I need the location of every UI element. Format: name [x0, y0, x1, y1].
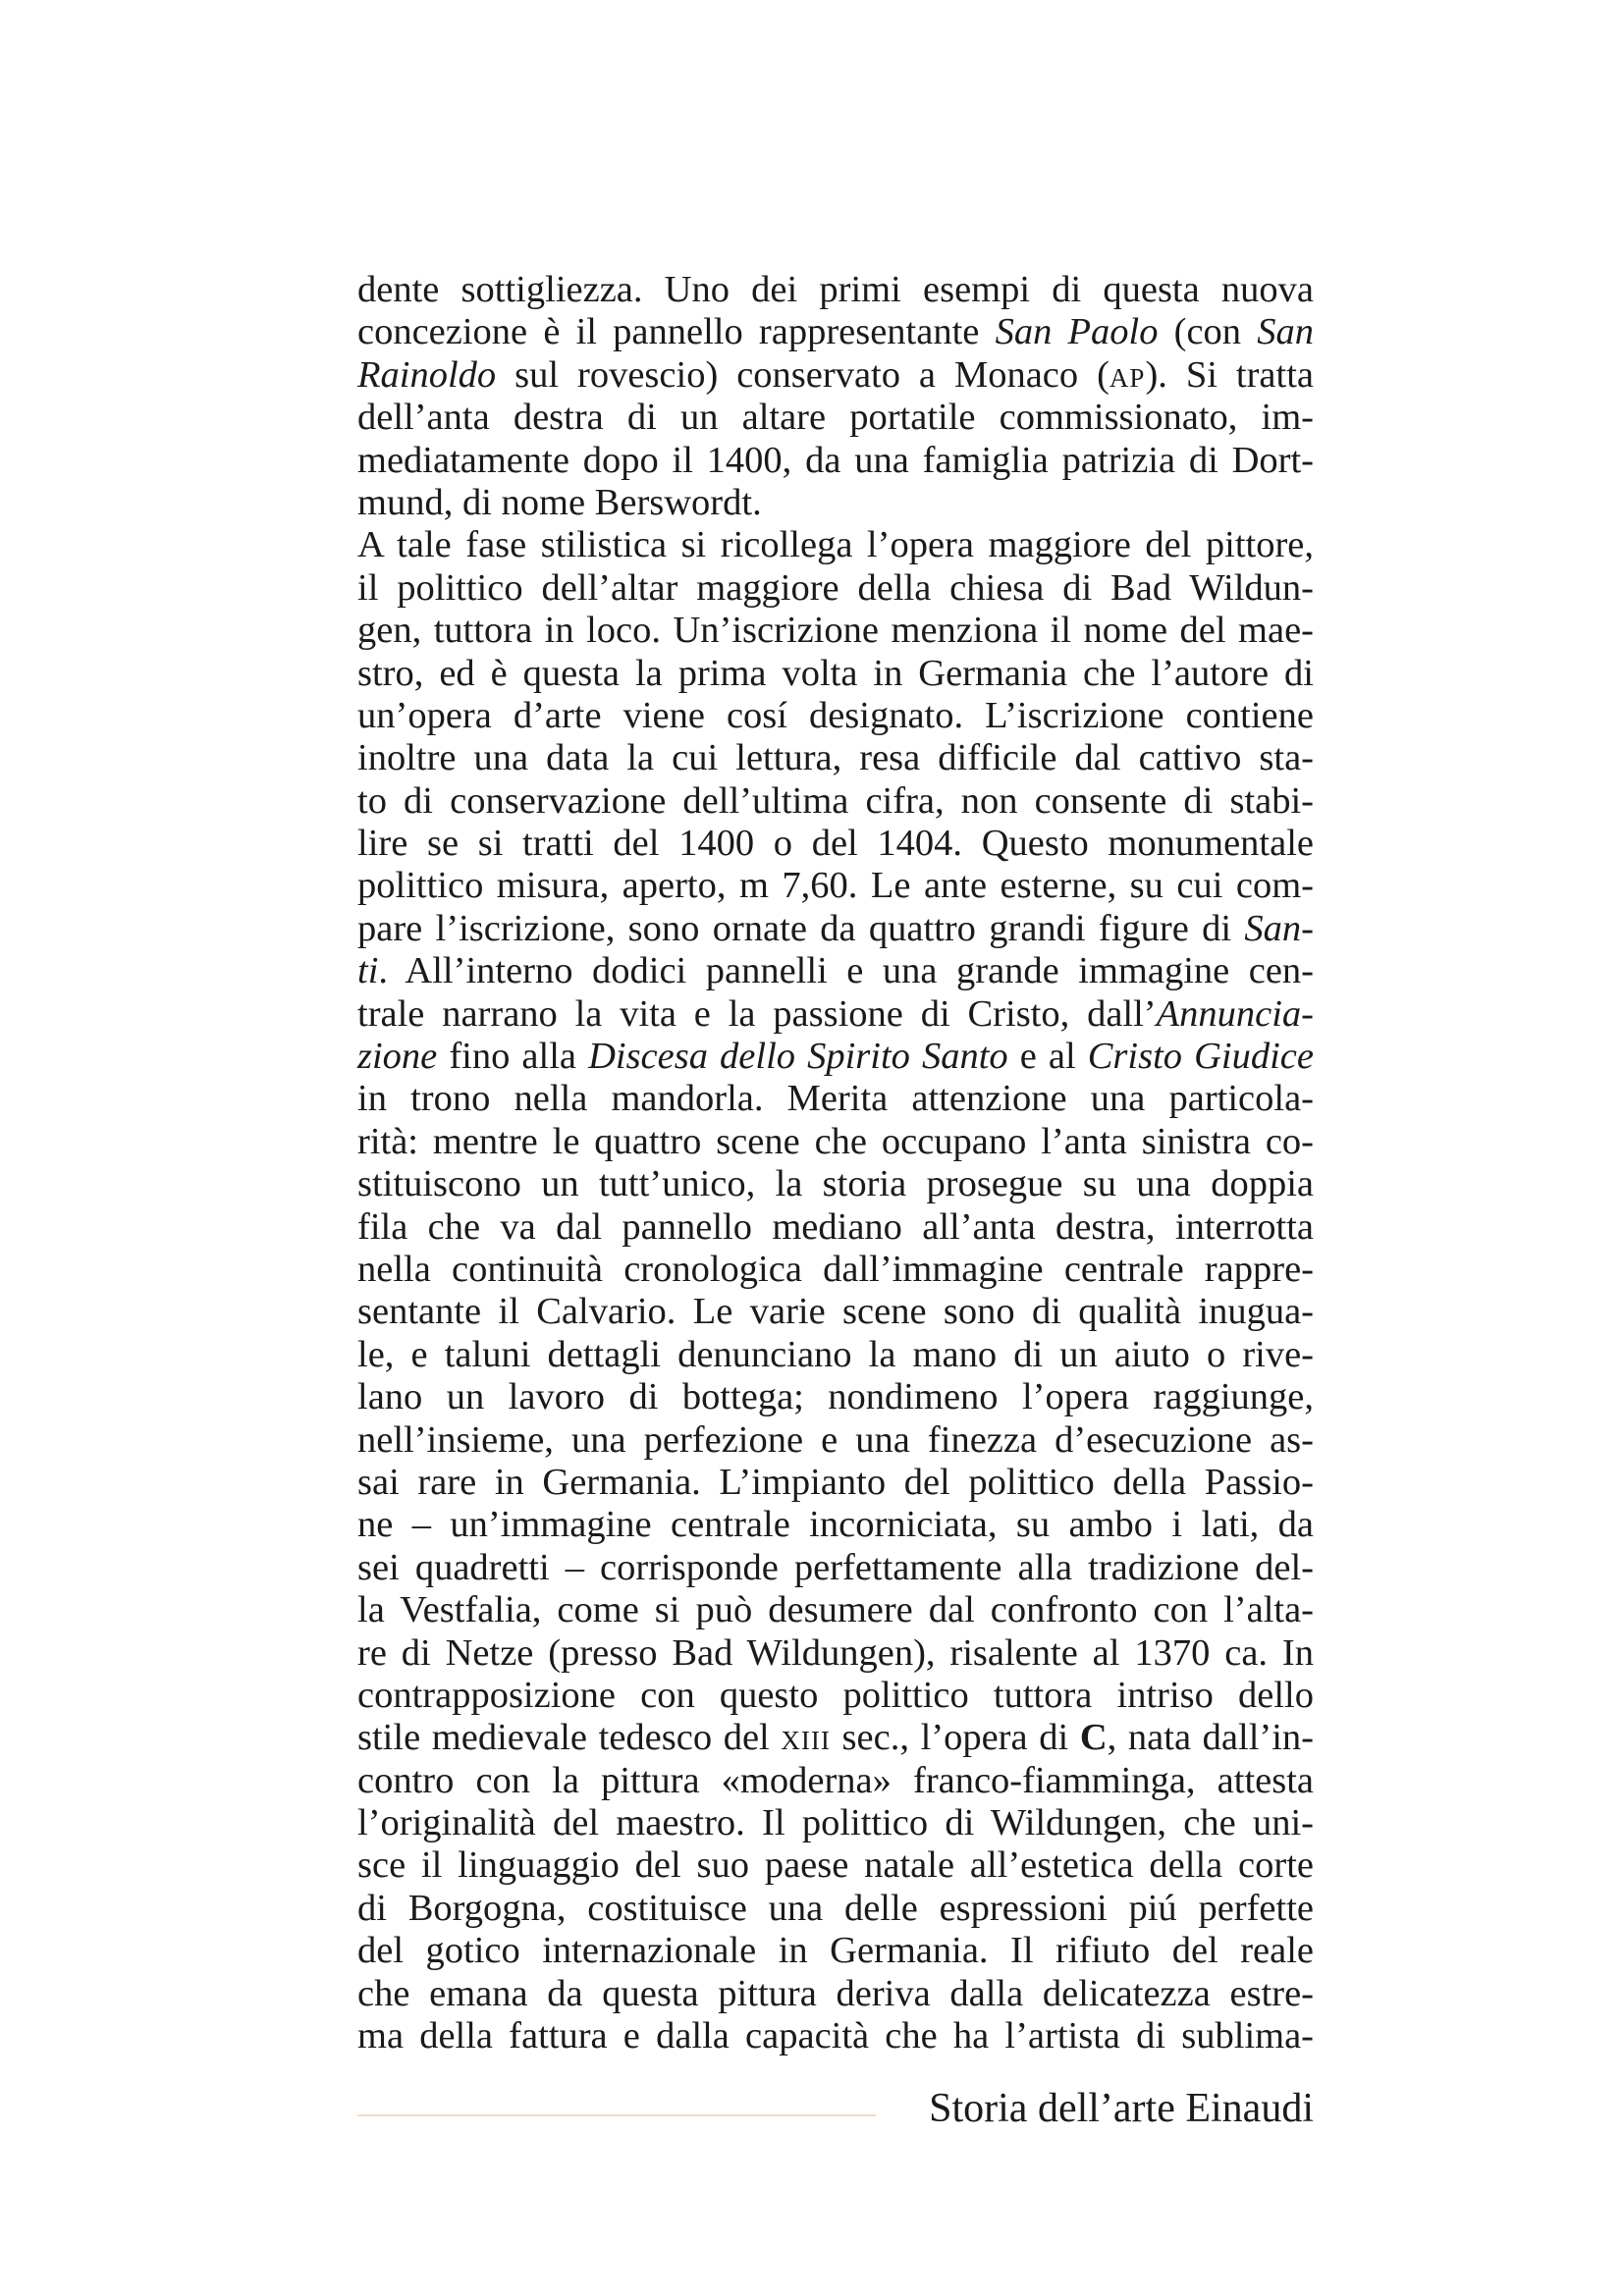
text-line: [357, 1206, 1314, 1249]
text-line: [357, 1504, 1314, 1546]
text-line: [357, 908, 1314, 950]
text-run: lano un lavoro di bottega; nondimeno l’opera raggiunge,: [357, 1376, 1314, 1418]
text-run: sai rare in Germania. L’impianto del polittico della Passio-: [357, 1461, 1314, 1503]
text-line: [357, 1888, 1314, 1930]
text-line: [357, 1078, 1314, 1120]
text-run: un’opera d’arte viene cosí designato. L’iscrizione contiene: [357, 694, 1314, 736]
text-run: inoltre una data la cui lettura, resa difficile dal cattivo sta-: [357, 737, 1314, 779]
text-run: rità: mentre le quattro scene che occupano l’anta sinistra co-: [357, 1120, 1314, 1162]
text-run: di Borgogna, costituisce una delle espressioni piú perfette: [357, 1887, 1314, 1929]
text-run: la Vestfalia, come si può desumere dal confronto con l’alta-: [357, 1589, 1314, 1631]
text-line: [357, 1632, 1314, 1675]
text-run: sentante il Calvario. Le varie scene sono di qualità inugua-: [357, 1291, 1314, 1333]
text-run: l’originalità del maestro. Il polittico di Wildungen, che uni-: [357, 1802, 1314, 1844]
text-line: [357, 567, 1314, 610]
page-footer: [357, 2079, 1314, 2138]
text-run: sec., l’opera di: [830, 1717, 1080, 1759]
text-run: nell’insieme, una perfezione e una finezza d’esecuzione as-: [357, 1418, 1314, 1461]
text-run: fino alla: [437, 1036, 589, 1078]
text-run: stile medievale tedesco del: [357, 1717, 782, 1759]
text-run: San: [1257, 311, 1314, 353]
text-run: xiii: [781, 1717, 831, 1759]
text-run: Annuncia-: [1156, 992, 1314, 1035]
text-line: [357, 1163, 1314, 1205]
text-line: [357, 610, 1314, 652]
text-run: nella continuità cronologica dall’immagine centrale rappre-: [357, 1248, 1314, 1290]
text-run: e al: [1007, 1036, 1088, 1078]
text-line: [357, 993, 1314, 1036]
text-run: sei quadretti – corrisponde perfettamente alla tradizione del-: [357, 1546, 1314, 1588]
text-run: San Paolo: [995, 311, 1159, 353]
text-run: re di Netze (presso Bad Wildungen), risalente al 1370 ca. In: [357, 1631, 1314, 1674]
text-run: il polittico dell’altar maggiore della chiesa di Bad Wildun-: [357, 566, 1314, 609]
text-line: [357, 1760, 1314, 1802]
text-line: [357, 440, 1314, 482]
body-text: [357, 269, 1314, 2057]
text-line: [357, 482, 1314, 524]
text-line: [357, 524, 1314, 566]
text-run: sce il linguaggio del suo paese natale all’estetica della corte: [357, 1844, 1314, 1887]
text-run: trale narrano la vita e la passione di Cristo, dall’: [357, 992, 1157, 1035]
text-run: lire se si tratti del 1400 o del 1404. Questo monumentale: [357, 823, 1314, 865]
text-line: [357, 1376, 1314, 1418]
text-line: [357, 1717, 1314, 1759]
text-line: [357, 1802, 1314, 1844]
text-line: [357, 737, 1314, 779]
text-run: , nata dall’in-: [1107, 1717, 1314, 1759]
text-run: che emana da questa pittura deriva dalla delicatezza estre-: [357, 1972, 1314, 2014]
text-run: to di conservazione dell’ultima cifra, non consente di stabi-: [357, 779, 1314, 822]
text-run: stro, ed è questa la prima volta in Germania che l’autore di: [357, 652, 1314, 694]
text-run: ti: [357, 950, 379, 992]
text-run: polittico misura, aperto, m 7,60. Le ante esterne, su cui com-: [357, 865, 1314, 907]
text-line: [357, 695, 1314, 737]
text-run: Rainoldo: [357, 353, 497, 396]
text-run: ne – un’immagine centrale incorniciata, su ambo i lati, da: [357, 1504, 1314, 1546]
text-line: [357, 1462, 1314, 1504]
text-line: [357, 397, 1314, 439]
text-run: . All’interno dodici pannelli e una grande immagine cen-: [378, 950, 1314, 992]
footer-rule: [357, 2114, 876, 2116]
text-run: mund, di nome Berswordt.: [357, 481, 762, 523]
text-line: [357, 311, 1314, 353]
text-line: [357, 780, 1314, 823]
text-line: [357, 950, 1314, 992]
text-line: [357, 1930, 1314, 1972]
footer-title: Storia dell’arte Einaudi: [929, 2086, 1314, 2131]
text-run: contrapposizione con questo polittico tuttora intriso dello: [357, 1674, 1314, 1716]
text-run: ap: [1109, 353, 1146, 396]
text-line: [357, 1675, 1314, 1717]
text-run: gen, tuttora in loco. Un’iscrizione menziona il nome del mae-: [357, 610, 1314, 652]
text-line: [357, 1589, 1314, 1631]
text-run: contro con la pittura «moderna» franco-fiamminga, attesta: [357, 1759, 1314, 1801]
text-run: A tale fase stilistica si ricollega l’opera maggiore del pittore,: [357, 524, 1314, 566]
text-line: [357, 269, 1314, 311]
text-run: ). Si tratta: [1145, 353, 1314, 396]
text-run: (con: [1158, 311, 1258, 353]
text-run: sul rovescio) conservato a Monaco (: [496, 353, 1109, 396]
text-line: [357, 1291, 1314, 1333]
text-run: Cristo Giudice: [1087, 1036, 1314, 1078]
text-run: zione: [357, 1036, 438, 1078]
text-run: concezione è il pannello rappresentante: [357, 311, 996, 353]
text-run: del gotico internazionale in Germania. Il rifiuto del reale: [357, 1930, 1314, 1972]
text-line: [357, 1419, 1314, 1462]
text-line: [357, 823, 1314, 865]
text-line: [357, 865, 1314, 907]
text-run: fila che va dal pannello mediano all’anta destra, interrotta: [357, 1205, 1314, 1248]
text-line: [357, 1844, 1314, 1887]
text-line: [357, 1334, 1314, 1376]
text-run: in trono nella mandorla. Merita attenzione una particola-: [357, 1078, 1314, 1120]
text-run: C: [1079, 1717, 1108, 1759]
text-line: [357, 1973, 1314, 2015]
text-run: mediatamente dopo il 1400, da una famiglia patrizia di Dort-: [357, 439, 1314, 481]
text-run: Discesa dello Spirito Santo: [588, 1036, 1008, 1078]
text-line: [357, 1121, 1314, 1163]
text-run: dell’anta destra di un altare portatile commissionato, im-: [357, 397, 1314, 439]
text-line: [357, 354, 1314, 397]
text-run: le, e taluni dettagli denunciano la mano di un aiuto o rive-: [357, 1333, 1314, 1375]
text-line: [357, 1036, 1314, 1078]
text-run: stituiscono un tutt’unico, la storia prosegue su una doppia: [357, 1163, 1314, 1205]
text-line: [357, 653, 1314, 695]
text-line: [357, 1249, 1314, 1291]
text-run: San-: [1244, 907, 1314, 949]
text-run: pare l’iscrizione, sono ornate da quattro grandi figure di: [357, 907, 1245, 949]
text-line: [357, 1547, 1314, 1589]
text-run: dente sottigliezza. Uno dei primi esempi di questa nuova: [357, 269, 1314, 310]
text-run: ma della fattura e dalla capacità che ha l’artista di sublima-: [357, 2015, 1314, 2057]
text-line: [357, 2015, 1314, 2057]
